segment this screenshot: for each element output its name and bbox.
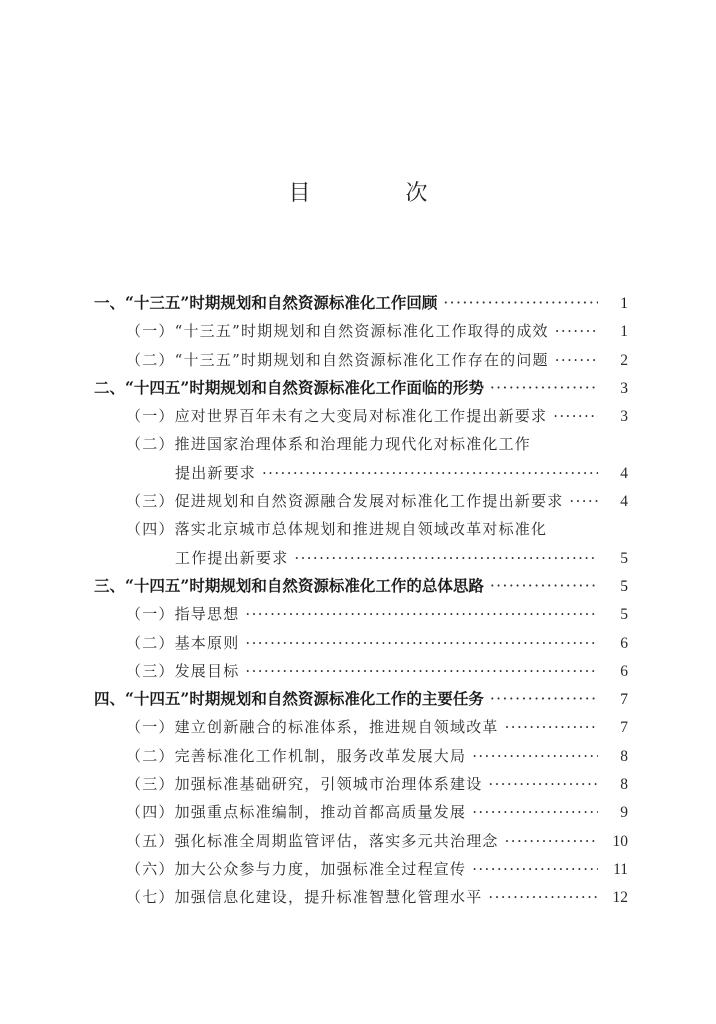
toc-entry-title: （一）应对世界百年未有之大变局对标准化工作提出新要求	[126, 407, 548, 426]
toc-entry-title: （二）基本原则	[126, 633, 240, 652]
dot-leader	[488, 770, 598, 798]
toc-section[interactable]	[94, 855, 628, 883]
dot-leader	[262, 459, 598, 487]
toc-entry-title: 四、“十四五”时期规划和自然资源标准化工作的主要任务	[94, 689, 484, 709]
toc-page-number: 1	[620, 323, 628, 341]
toc-section[interactable]	[94, 770, 628, 798]
toc-page-number: 6	[620, 662, 628, 680]
toc-entry	[126, 629, 628, 658]
dot-leader	[490, 374, 598, 402]
toc-entry-title: （二）推进国家治理体系和治理能力现代化对标准化工作	[126, 435, 532, 454]
toc-entry	[175, 459, 628, 488]
dot-leader	[443, 289, 598, 317]
dot-leader	[245, 629, 598, 657]
toc-section[interactable]	[94, 487, 628, 515]
dot-leader	[488, 883, 598, 911]
dot-leader	[472, 742, 598, 770]
toc-section[interactable]	[94, 742, 628, 770]
toc-entry-title: （三）促进规划和自然资源融合发展对标准化工作提出新要求	[126, 492, 564, 511]
dot-leader	[505, 827, 598, 855]
toc-page-number: 2	[620, 351, 628, 369]
dot-leader	[555, 346, 598, 374]
toc-page-number: 7	[620, 719, 628, 737]
toc-page-number: 1	[620, 295, 628, 312]
toc-entry	[126, 317, 628, 346]
toc-section[interactable]	[94, 713, 628, 741]
toc-page-number: 4	[620, 464, 628, 482]
dot-leader	[472, 798, 598, 826]
toc-page-number: 8	[620, 747, 628, 765]
toc-entry-title: 三、“十四五”时期规划和自然资源标准化工作的总体思路	[94, 575, 484, 595]
dot-leader	[569, 487, 598, 515]
toc-entry-title: 一、“十三五”时期规划和自然资源标准化工作回顾	[94, 293, 438, 312]
toc-chapter[interactable]	[94, 572, 628, 600]
toc-section[interactable]	[94, 402, 628, 430]
toc-entry-title: （二）完善标准化工作机制，服务改革发展大局	[126, 746, 467, 765]
toc-entry	[175, 544, 628, 573]
dot-leader	[490, 572, 598, 600]
toc-entry-title: （六）加大公众参与力度，加强标准全过程宣传	[126, 859, 467, 878]
toc-page-number: 3	[620, 408, 628, 426]
toc-entry	[126, 346, 628, 375]
toc-entry-title: （三）发展目标	[126, 661, 240, 680]
toc-chapter[interactable]	[94, 289, 628, 317]
page-title: 目 次	[288, 181, 472, 206]
toc-section[interactable]	[94, 346, 628, 374]
toc-entry	[94, 289, 628, 318]
toc-entry-title: 提出新要求	[175, 463, 257, 482]
toc-page-number: 5	[620, 549, 628, 567]
toc-entry	[126, 883, 628, 912]
dot-leader	[553, 402, 598, 430]
toc-page-number: 10	[612, 832, 628, 850]
table-of-contents	[94, 289, 628, 912]
toc-entry-title: （三）加强标准基础研究，引领城市治理体系建设	[126, 775, 483, 794]
toc-entry	[126, 798, 628, 827]
toc-page-number: 11	[613, 860, 628, 878]
toc-entry	[94, 572, 628, 601]
toc-section[interactable]	[94, 317, 628, 345]
toc-entry-title: （一）“十三五”时期规划和自然资源标准化工作取得的成效	[126, 322, 549, 341]
dot-leader	[505, 713, 598, 741]
toc-entry	[126, 487, 628, 516]
toc-entry	[126, 657, 628, 686]
toc-section[interactable]	[94, 430, 628, 458]
toc-chapter[interactable]	[94, 685, 628, 713]
toc-page-number: 8	[620, 776, 628, 794]
toc-section[interactable]	[94, 600, 628, 628]
toc-entry-title: （七）加强信息化建设，提升标准智慧化管理水平	[126, 888, 483, 907]
toc-section-continuation[interactable]	[94, 459, 628, 487]
toc-entry-title: （四）加强重点标准编制，推动首都高质量发展	[126, 803, 467, 822]
toc-entry	[126, 430, 628, 458]
dot-leader	[472, 855, 598, 883]
dot-leader	[555, 317, 598, 345]
toc-page-number: 5	[620, 577, 628, 595]
toc-page-number: 9	[620, 804, 628, 822]
toc-entry-title: （一）建立创新融合的标准体系，推进规自领域改革	[126, 718, 499, 737]
toc-page-number: 3	[620, 379, 628, 397]
toc-page-number: 6	[620, 634, 628, 652]
toc-section-continuation[interactable]	[94, 544, 628, 572]
toc-section[interactable]	[94, 515, 628, 543]
toc-page-number: 7	[620, 691, 628, 709]
toc-entry-title: （一）指导思想	[126, 605, 240, 624]
toc-entry	[94, 374, 628, 403]
toc-page-number: 5	[620, 606, 628, 624]
dot-leader	[490, 685, 598, 713]
toc-entry	[126, 770, 628, 799]
toc-page-number: 12	[612, 889, 628, 907]
toc-entry	[126, 600, 628, 629]
toc-entry	[126, 742, 628, 771]
toc-entry-title: 工作提出新要求	[175, 548, 289, 567]
toc-chapter[interactable]	[94, 374, 628, 402]
toc-entry	[126, 855, 628, 884]
toc-entry	[126, 402, 628, 431]
toc-entry-title: （二）“十三五”时期规划和自然资源标准化工作存在的问题	[126, 350, 549, 369]
toc-page-number: 4	[620, 493, 628, 511]
toc-section[interactable]	[94, 657, 628, 685]
toc-section[interactable]	[94, 883, 628, 911]
toc-entry-title: （五）强化标准全周期监管评估，落实多元共治理念	[126, 831, 499, 850]
toc-entry	[126, 827, 628, 856]
toc-entry-title: （四）落实北京城市总体规划和推进规自领域改革对标准化	[126, 520, 548, 539]
dot-leader	[245, 657, 598, 685]
toc-entry	[126, 515, 628, 543]
toc-entry	[126, 713, 628, 742]
toc-section[interactable]	[94, 798, 628, 826]
toc-section[interactable]	[94, 629, 628, 657]
toc-section[interactable]	[94, 827, 628, 855]
dot-leader	[245, 600, 598, 628]
toc-entry	[94, 685, 628, 714]
toc-entry-title: 二、“十四五”时期规划和自然资源标准化工作面临的形势	[94, 377, 484, 397]
dot-leader	[294, 544, 598, 572]
